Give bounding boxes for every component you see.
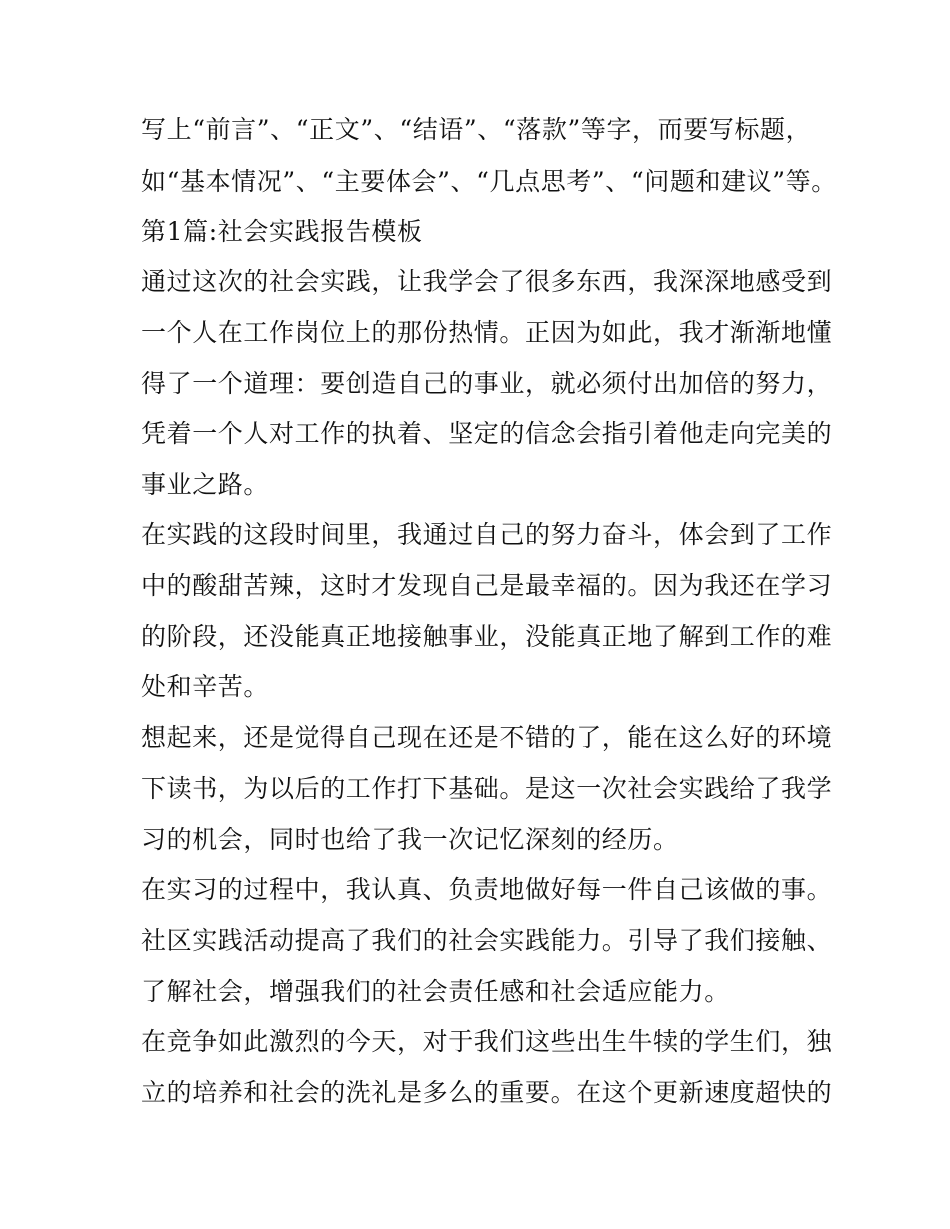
text-line: 凭着一个人对工作的执着、坚定的信念会指引着他走向完美的 [141,419,833,448]
text-line: 事业之路。 [141,470,270,499]
text-line: 处和辛苦。 [141,672,270,701]
text-line: 立的培养和社会的洗礼是多么的重要。在这个更新速度超快的 [141,1078,833,1107]
text-line: 社区实践活动提高了我们的社会实践能力。引导了我们接触、 [141,926,833,955]
text-line: 在竞争如此激烈的今天，对于我们这些出生牛犊的学生们，独 [141,1027,833,1056]
text-line: 的阶段，还没能真正地接触事业，没能真正地了解到工作的难 [141,622,833,651]
text-line: 下读书，为以后的工作打下基础。是这一次社会实践给了我学 [141,774,833,803]
text-line: 在实践的这段时间里，我通过自己的努力奋斗，体会到了工作 [141,520,833,549]
text-line: 想起来，还是觉得自己现在还是不错的了，能在这么好的环境 [141,723,833,752]
text-line: 一个人在工作岗位上的那份热情。正因为如此，我才渐渐地懂 [141,318,833,347]
text-line: 习的机会，同时也给了我一次记忆深刻的经历。 [141,825,679,854]
text-line: 通过这次的社会实践，让我学会了很多东西，我深深地感受到 [141,267,833,296]
text-line: 了解社会，增强我们的社会责任感和社会适应能力。 [141,977,730,1006]
text-line: 得了一个道理：要创造自己的事业，就必须付出加倍的努力， [141,369,833,398]
section-heading: 第1篇:社会实践报告模板 [141,217,423,246]
text-line: 写上“前言”、“正文”、“结语”、“落款”等字，而要写标题， [141,115,812,144]
text-line: 如“基本情况”、“主要体会”、“几点思考”、“问题和建议”等。 [141,167,837,196]
text-line: 在实习的过程中，我认真、负责地做好每一件自己该做的事。 [141,875,833,904]
text-line: 中的酸甜苦辣，这时才发现自己是最幸福的。因为我还在学习 [141,571,833,600]
